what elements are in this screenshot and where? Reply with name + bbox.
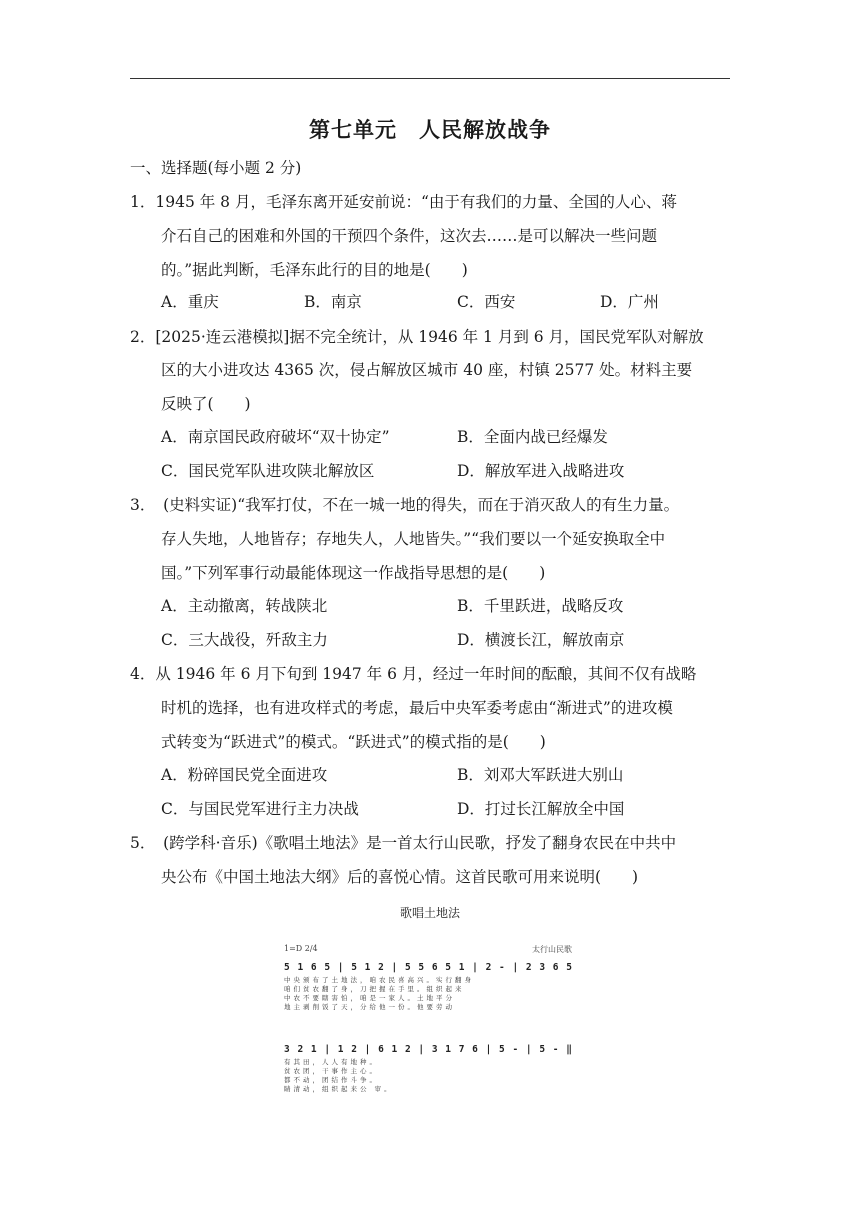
- q2-option-b[interactable]: B．全面内战已经爆发: [457, 428, 608, 446]
- score-lyrics-row1: 中央颁布了土地法，咱农民喜高兴。实行翻身 咱们贫农翻了身，刀把握在手里。组织起来 中农不要瞎害怕，咱是一家人。土地平分 地主剥削饭了天，分给他一份。他要劳动: [284, 976, 474, 1011]
- q5-line1: 5． (跨学科·音乐)《歌唱土地法》是一首太行山民歌，抒发了翻身农民在中共中: [130, 834, 677, 852]
- score-notes-row1: 5 1 6 5 | 5 1 2 | 5 5 6 5 1 | 2 - | 2 3 6 5: [284, 962, 573, 973]
- page-title: 第七单元 人民解放战争: [309, 118, 551, 142]
- q2-line2: 区的大小进攻达 4365 次，侵占解放区城市 40 座，村镇 2577 处。材料主要: [161, 361, 693, 379]
- q1-line3: 的。”据此判断，毛泽东此行的目的地是( ): [161, 261, 468, 279]
- q4-option-b[interactable]: B．刘邓大军跃进大别山: [457, 766, 624, 784]
- q3-option-b[interactable]: B．千里跃进，战略反攻: [457, 597, 624, 615]
- q4-option-d[interactable]: D．打过长江解放全中国: [457, 800, 625, 818]
- q2-option-c[interactable]: C．国民党军队进攻陕北解放区: [161, 462, 375, 480]
- q1-option-c[interactable]: C．西安: [457, 293, 516, 311]
- figure-title: 歌唱土地法: [399, 906, 460, 920]
- score-lyrics-row2: 有其田，人人有地种。 贫农团，干事作主心。 都不动，团结作斗争。 睛清动，组织起来公 审。: [284, 1058, 394, 1093]
- q3-option-d[interactable]: D．横渡长江，解放南京: [457, 631, 625, 649]
- q2-option-a[interactable]: A．南京国民政府破坏“双十协定”: [161, 428, 390, 446]
- q1-option-b[interactable]: B．南京: [304, 293, 362, 311]
- section-heading: 一、选择题(每小题 2 分): [130, 159, 302, 177]
- q3-line1: 3． (史料实证)“我军打仗，不在一城一地的得失，而在于消灭敌人的有生力量。: [130, 496, 680, 514]
- q3-line3: 国。”下列军事行动最能体现这一作战指导思想的是( ): [161, 564, 546, 582]
- q1-option-d[interactable]: D．广州: [600, 293, 659, 311]
- score-notes-row2: 3 2 1 | 1 2 | 6 1 2 | 3 1 7 6 | 5 - | 5 - ‖: [284, 1044, 573, 1055]
- score-genre: 太行山民歌: [532, 945, 572, 954]
- q1-line1: 1．1945 年 8 月，毛泽东离开延安前说：“由于有我们的力量、全国的人心、蒋: [130, 193, 677, 211]
- q4-line3: 式转变为“跃进式”的模式。“跃进式”的模式指的是( ): [161, 733, 546, 751]
- q2-line1: 2．[2025·连云港模拟]据不完全统计，从 1946 年 1 月到 6 月，国民党军队对解放: [130, 328, 704, 346]
- q1-option-a[interactable]: A．重庆: [161, 293, 219, 311]
- q3-option-c[interactable]: C．三大战役，歼敌主力: [161, 631, 328, 649]
- q1-line2: 介石自己的困难和外国的干预四个条件，这次去……是可以解决一些问题: [161, 227, 658, 245]
- q5-line2: 央公布《中国土地法大纲》后的喜悦心情。这首民歌可用来说明( ): [161, 868, 639, 886]
- q2-line3: 反映了( ): [161, 395, 251, 413]
- q3-option-a[interactable]: A．主动撤离，转战陕北: [161, 597, 328, 615]
- q4-option-c[interactable]: C．与国民党军进行主力决战: [161, 800, 359, 818]
- score-tempo: 1=D 2/4: [284, 944, 318, 953]
- header-rule: [130, 78, 730, 79]
- music-score-figure: [270, 940, 580, 1110]
- q4-line2: 时机的选择，也有进攻样式的考虑，最后中央军委考虑由“渐进式”的进攻模: [161, 699, 673, 717]
- q4-option-a[interactable]: A．粉碎国民党全面进攻: [161, 766, 328, 784]
- q2-option-d[interactable]: D．解放军进入战略进攻: [457, 462, 625, 480]
- q4-line1: 4．从 1946 年 6 月下旬到 1947 年 6 月，经过一年时间的酝酿，其间不仅有战略: [130, 665, 697, 683]
- q3-line2: 存人失地，人地皆存；存地失人，人地皆失。”“我们要以一个延安换取全中: [161, 530, 666, 548]
